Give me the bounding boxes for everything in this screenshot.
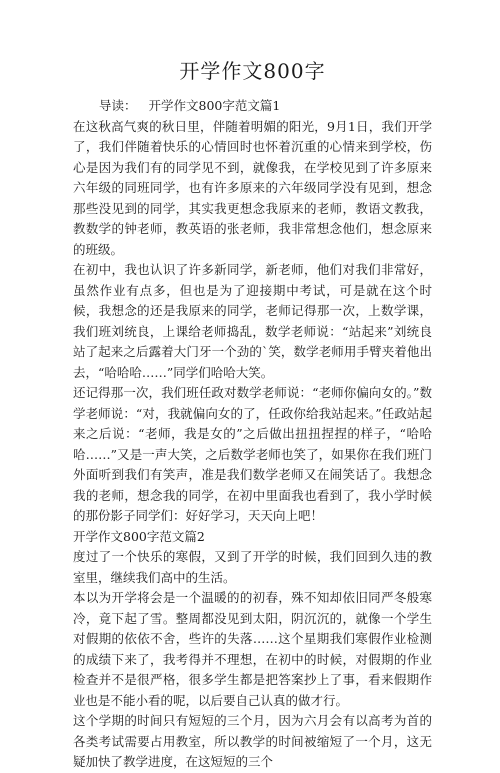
document-title: 开学作文800字 <box>179 59 326 83</box>
guide-line <box>73 96 432 117</box>
section1-paragraph-3: 还记得那一次，我们班任政对数学老师说：“老师你偏向女的。”数学老师说：“对，我就偏向女的了，任政你给我站起来。”任政站起来之后说：“老师，我是女的”之后做出扭扭捏捏的样子，“哈哈哈……”又是一声大笑，之后数学老师也笑了，如果你在我们班门外面听到我们有笑声，准是我们数学老师又在闹笑话了。我想念我的老师，想念我的同学，在初中里面我也看到了，我小学时候的那份影子同学们：好好学习，天天向上吧！ <box>73 385 432 523</box>
section2-paragraph-3: 这个学期的时间只有短短的三个月，因为六月会有以高考为首的各类考试需要占用教室，所以教学的时间被缩短了一个月，这无疑加快了教学进度，在这短短的三个 <box>73 713 432 769</box>
guide-label: 导读： <box>99 98 137 113</box>
section1-paragraph-2: 在初中，我也认识了许多新同学，新老师，他们对我们非常好，虽然作业有点多，但也是为了迎接期中考试，可是就在这个时候，我想念的还是我原来的同学，老师记得那一次，上数学课，我们班刘统良，上课给老师捣乱，数学老师说：“站起来”刘统良站了起来之后露着大门牙一个劲的`笑，数学老师用手臂夹着他出去，“哈哈哈……”同学们哈哈大笑。 <box>73 262 432 380</box>
guide-text: 开学作文800字范文篇1 <box>148 98 281 113</box>
section1-paragraph-1: 在这秋高气爽的秋日里，伴随着明媚的阳光，9月1日，我们开学了，我们伴随着快乐的心情回时也怀着沉重的心情来到学校，伤心是因为我们有的同学见不到，就像我，在学校见到了许多原来六年级的同班同学，也有许多原来的六年级同学没有见到，想念那些没见到的同学，其实我更想念我原来的老师，教语文教我，教数学的钟老师，教英语的张老师，我非常想念他们，想念原来的班级。 <box>73 118 432 257</box>
section2-paragraph-2: 本以为开学将会是一个温暖的的初春，殊不知却依旧同严冬般寒冷，竟下起了雪。整周都没见到太阳，阴沉沉的，就像一个学生对假期的依依不舍，些许的失落……这个星期我们寒假作业检测的成绩下来了，我考得并不理想，在初中的时候，对假期的作业检查并不是很严格，很多学生都是把答案抄上了事，看来假期作业也是不能小看的呢，以后要自己认真的做才行。 <box>73 590 432 708</box>
section2-paragraph-1: 度过了一个快乐的寒假，又到了开学的时候，我们回到久违的教室里，继续我们高中的生活。 <box>73 549 432 585</box>
section2-heading: 开学作文800字范文篇2 <box>73 528 205 544</box>
